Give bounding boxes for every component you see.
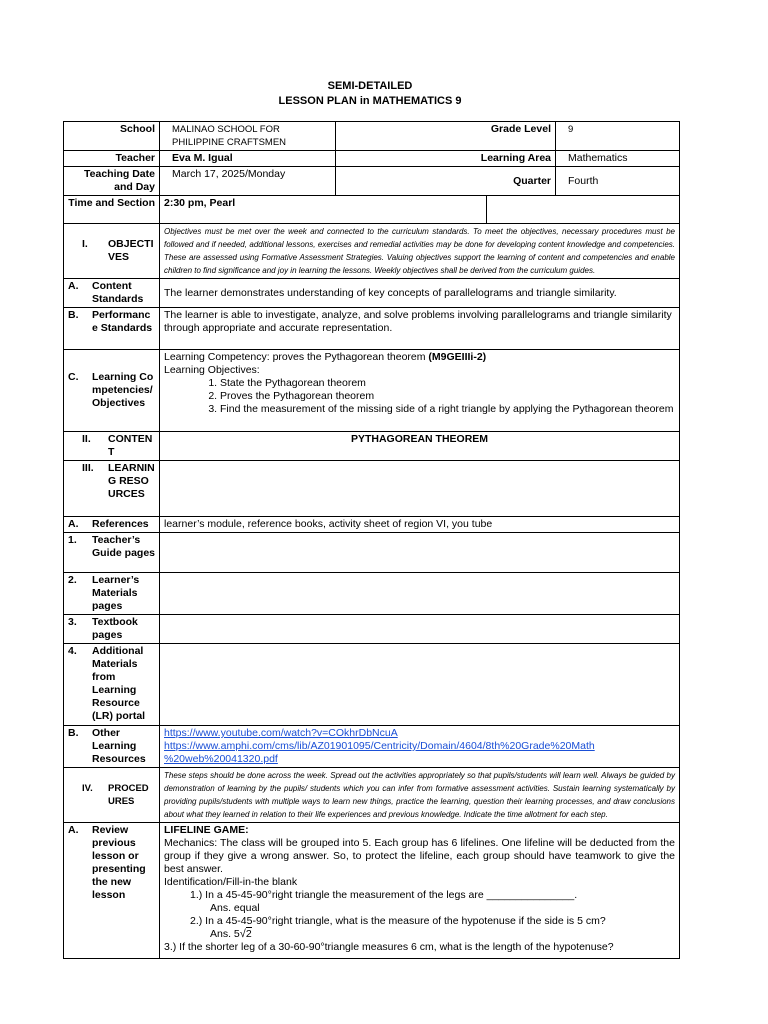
time-section-label: Time and Section (64, 196, 160, 224)
textbook-pages-blank (160, 615, 680, 644)
school-value: MALINAO SCHOOL FOR PHILIPPINE CRAFTSMEN (160, 122, 336, 151)
teaching-date-value: March 17, 2025/Monday (160, 167, 336, 196)
content-text: PYTHAGOREAN THEOREM (160, 432, 680, 461)
time-section-value: 2:30 pm, Pearl (160, 196, 487, 224)
quarter-value: Fourth (556, 167, 680, 196)
learning-area-value: Mathematics (556, 151, 680, 167)
question-1: 1.) In a 45-45-90°right triangle the measurement of the legs are _______________. (190, 889, 578, 901)
document-title-line2: LESSON PLAN in MATHEMATICS 9 (278, 95, 462, 107)
youtube-link[interactable]: https://www.youtube.com/watch?v=COkhrDbNcuA (164, 727, 398, 739)
teacher-value: Eva M. Igual (160, 151, 336, 167)
lesson-plan-table (63, 121, 680, 959)
content-label: II. CONTENT (64, 432, 160, 461)
identification-heading: Identification/Fill-in-the blank (164, 876, 298, 888)
game-title: LIFELINE GAME: (164, 824, 249, 836)
question-3: 3.) If the shorter leg of a 30-60-90°triangle measures 6 cm, what is the length of the hypotenuse? (164, 941, 614, 953)
learning-area-label: Learning Area (336, 151, 556, 167)
answer-2: Ans. 5√2 (210, 928, 252, 940)
content-standards-text: The learner demonstrates understanding of key concepts of parallelograms and triangle similarity. (160, 279, 680, 308)
learners-materials-label: 2. Learner’s Materials pages (64, 573, 160, 615)
amphi-pdf-link[interactable]: https://www.amphi.com/cms/lib/AZ01901095/Centricity/Domain/4604/8th%20Grade%20Math (164, 740, 595, 752)
additional-materials-blank (160, 644, 680, 726)
additional-materials-label: 4. Additional Materials from Learning Resource (LR) portal (64, 644, 160, 726)
teachers-guide-label: 1. Teacher’s Guide pages (64, 533, 160, 573)
document-title-line1: SEMI-DETAILED (327, 80, 413, 92)
game-mechanics: Mechanics: The class will be grouped into 5. Each group has 6 lifelines. One lifeline will be deducted from the group if they give a wrong answer. So, to protect the lifeline, each group should have teamwork to give the best answer. (164, 837, 675, 875)
competency-line: Learning Competency: proves the Pythagorean theorem (M9GEIIIi-2) (164, 351, 487, 363)
question-2: 2.) In a 45-45-90°right triangle, what is the measure of the hypotenuse if the side is 5 cm? (190, 915, 606, 927)
textbook-pages-label: 3. Textbook pages (64, 615, 160, 644)
competencies-label: C. Learning Competencies/ Objectives (64, 350, 160, 432)
procedures-label: IV. PROCEDURES (64, 768, 160, 823)
amphi-pdf-link-continued[interactable]: %20web%20041320.pdf (164, 753, 278, 765)
content-standards-label: A. Content Standards (64, 279, 160, 308)
competency-code: (M9GEIIIi-2) (428, 351, 487, 363)
performance-standards-text: The learner is able to investigate, analyze, and solve problems involving parallelograms and triangle similarity through appropriate and accurate representation. (160, 308, 680, 350)
grade-level-value: 9 (556, 122, 680, 151)
other-resources-label: B. Other Learning Resources (64, 726, 160, 768)
review-label: A. Review previous lesson or presenting the new lesson (64, 823, 160, 959)
objectives-note: Objectives must be met over the week and connected to the curriculum standards. To meet the objectives, necessary procedures must be followed and if needed, additional lessons, exercises and remedial activities may be done for developing content knowledge and competencies. These are assessed using Formative Assessment Strategies. Valuing objectives support the learning of content and competencies and enable children to find significance and joy in learning the lessons. Weekly objectives shall be derived from the curriculum guides. (160, 224, 680, 279)
performance-standards-label: B. Performance Standards (64, 308, 160, 350)
references-label: A. References (64, 517, 160, 533)
competencies-cell (160, 350, 680, 432)
learning-objectives-list (164, 377, 675, 416)
procedures-note: These steps should be done across the week. Spread out the activities appropriately so that pupils/students will learn well. Always be guided by demonstration of learning by the pupils/ students which you can infer from formative assessment activities. Sustain learning systematically by providing pupils/students with multiple ways to learn new things, practice the learning, question their learning processes, and draw conclusions about what they learned in relation to their life experiences and previous knowledge. Indicate the time allotment for each step. (160, 768, 680, 823)
learning-resources-label: III. LEARNING RESOURCES (64, 461, 160, 517)
teacher-label: Teacher (64, 151, 160, 167)
square-root-icon: √ (239, 928, 246, 940)
quarter-label: Quarter (336, 167, 556, 196)
review-content (160, 823, 680, 959)
time-section-blank (487, 196, 680, 224)
list-item: 2. Proves the Pythagorean theorem (220, 390, 675, 403)
objectives-heading: Learning Objectives: (164, 364, 260, 376)
learners-materials-blank (160, 573, 680, 615)
list-item: 1. State the Pythagorean theorem (220, 377, 675, 390)
other-resources-links (160, 726, 680, 768)
teachers-guide-blank (160, 533, 680, 573)
references-text: learner’s module, reference books, activity sheet of region VI, you tube (160, 517, 680, 533)
teaching-date-label: Teaching Date and Day (64, 167, 160, 196)
answer-1: Ans. equal (210, 902, 260, 914)
school-label: School (64, 122, 160, 151)
list-item: 3. Find the measurement of the missing side of a right triangle by applying the Pythagorean theorem (220, 403, 675, 416)
grade-level-label: Grade Level (336, 122, 556, 151)
learning-resources-blank (160, 461, 680, 517)
radicand: 2 (245, 928, 252, 940)
objectives-label: I. OBJECTIVES (64, 224, 160, 279)
